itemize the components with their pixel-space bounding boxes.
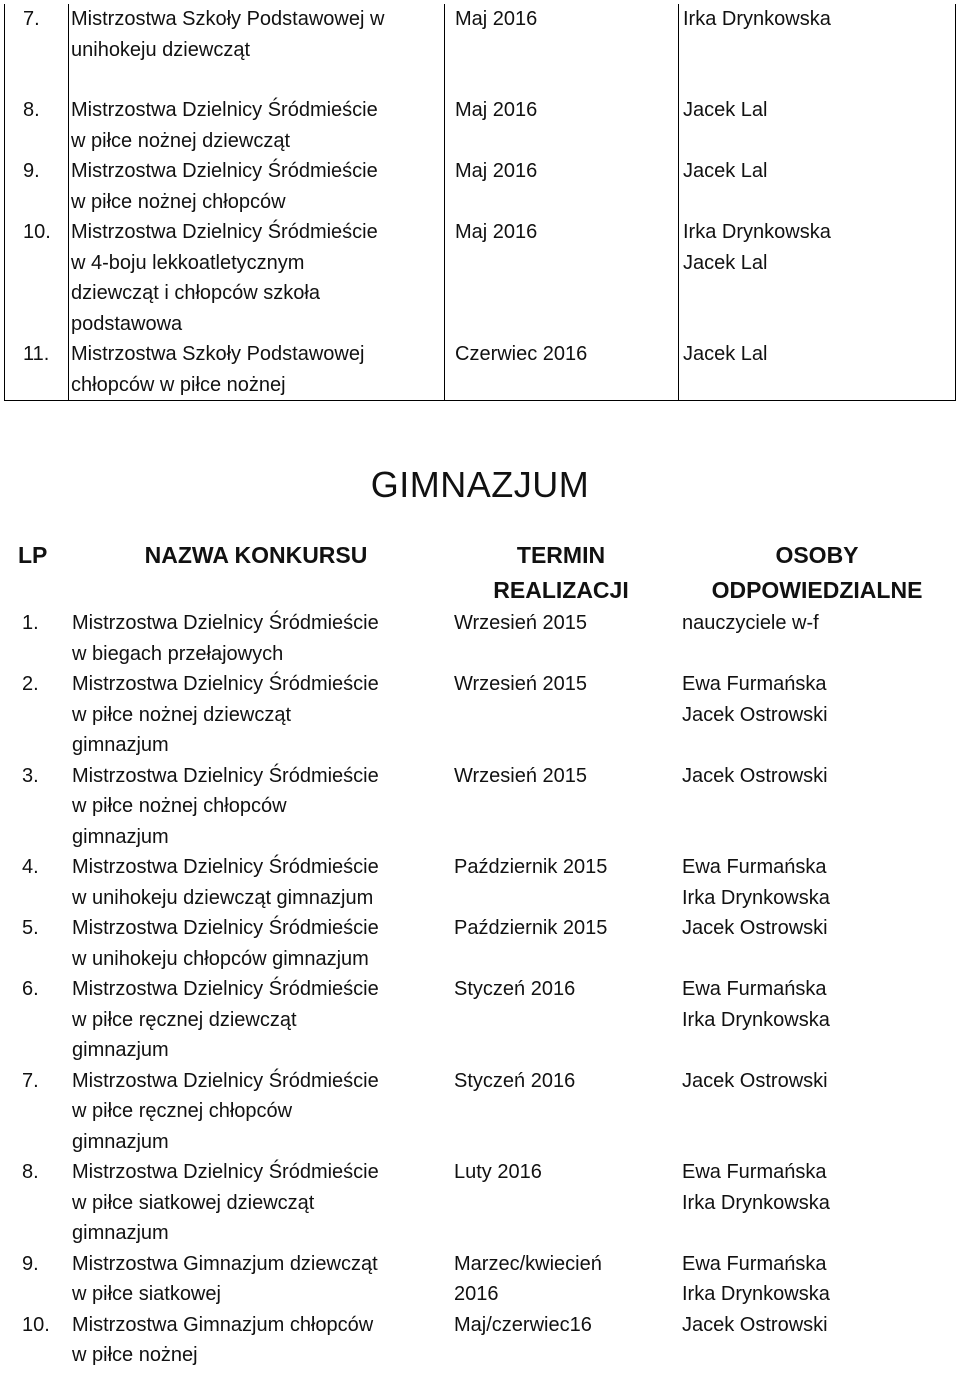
- term-line: Październik 2015: [454, 917, 608, 939]
- table-row: [5, 217, 956, 339]
- competition-name-line: w unihokeju chłopców gimnazjum: [72, 947, 369, 970]
- responsible-line: Irka Drynkowska: [682, 1008, 830, 1031]
- competition-name-line: w piłce nożnej: [72, 1344, 198, 1366]
- responsible-line: Irka Drynkowska: [683, 221, 831, 243]
- competition-name-line: unihokeju dziewcząt: [71, 38, 250, 61]
- header-term-line: TERMIN: [516, 542, 606, 568]
- responsible: [679, 156, 956, 217]
- responsible-line: Jacek Ostrowski: [682, 917, 828, 939]
- term: [444, 669, 678, 761]
- competition-name-line: chłopców w piłce nożnej: [71, 373, 286, 396]
- responsible: [678, 1157, 956, 1249]
- table-row: [4, 852, 956, 913]
- competition-name: [68, 1249, 444, 1310]
- responsible-line: Jacek Ostrowski: [682, 764, 828, 787]
- competition-name-line: w piłce nożnej dziewcząt: [71, 129, 290, 152]
- term-line: Październik 2015: [454, 856, 608, 878]
- term-line: Styczeń 2016: [454, 978, 576, 1000]
- competition-name-line: w piłce nożnej chłopców: [71, 190, 286, 213]
- competition-name-line: w 4-boju lekkoatletycznym: [71, 251, 305, 274]
- responsible-line: Jacek Lal: [683, 99, 768, 121]
- responsible-line: Irka Drynkowska: [682, 1283, 830, 1305]
- responsible-line: Ewa Furmańska: [682, 673, 827, 695]
- term: [444, 608, 678, 669]
- term: Maj 2016: [445, 4, 679, 65]
- competition-name-line: dziewcząt i chłopców szkoła: [71, 282, 320, 304]
- responsible-line: nauczyciele w-f: [682, 612, 819, 634]
- competition-name-line: Mistrzostwa Dzielnicy Śródmieście: [71, 160, 378, 182]
- header-term-line: REALIZACJI: [493, 577, 629, 603]
- table-header-row: [4, 538, 956, 608]
- row-number: 10.: [5, 217, 69, 339]
- responsible: [678, 974, 956, 1066]
- competition-name-line: w piłce siatkowej: [72, 1283, 221, 1305]
- competition-name-line: Mistrzostwa Dzielnicy Śródmieście: [72, 1069, 379, 1092]
- spacer-cell: [5, 65, 69, 95]
- term: [444, 974, 678, 1066]
- header-osoby-line: OSOBY: [775, 542, 859, 568]
- competition-name: [68, 1066, 444, 1158]
- table-row: [5, 156, 956, 217]
- competition-name-line: Mistrzostwa Dzielnicy Śródmieście: [71, 221, 378, 243]
- spacer-cell: [679, 65, 956, 95]
- table-row: [4, 1249, 956, 1310]
- row-number: 8.: [5, 95, 69, 156]
- table-row: [4, 669, 956, 761]
- competition-name: [68, 852, 444, 913]
- responsible: [678, 669, 956, 761]
- competition-name-line: gimnazjum: [72, 734, 169, 756]
- competition-name: [69, 156, 445, 217]
- responsible: [678, 913, 956, 974]
- term: Maj 2016: [445, 217, 679, 339]
- term: [444, 761, 678, 853]
- responsible-line: Jacek Lal: [683, 160, 768, 182]
- responsible: [679, 339, 956, 401]
- responsible: [679, 95, 956, 156]
- table-row: [5, 339, 956, 401]
- responsible-line: Jacek Ostrowski: [682, 703, 828, 726]
- primary-school-table: [4, 4, 956, 401]
- competition-name-line: w biegach przełajowych: [72, 642, 284, 665]
- competition-name-line: Mistrzostwa Dzielnicy Śródmieście: [72, 917, 379, 939]
- competition-name-line: Mistrzostwa Gimnazjum dziewcząt: [72, 1252, 378, 1275]
- row-number: 1.: [22, 612, 39, 634]
- responsible-line: Jacek Ostrowski: [682, 1069, 828, 1092]
- section-title: GIMNAZJUM: [370, 464, 590, 505]
- row-number: 6.: [22, 978, 39, 1000]
- responsible-line: Ewa Furmańska: [682, 856, 827, 878]
- row-number: 7.: [22, 1069, 39, 1092]
- responsible: [678, 608, 956, 669]
- term: [444, 1310, 678, 1371]
- responsible: [678, 852, 956, 913]
- term-line: Styczeń 2016: [454, 1069, 576, 1092]
- competition-name-line: gimnazjum: [72, 1222, 169, 1244]
- competition-name-line: gimnazjum: [72, 1130, 169, 1153]
- header-osoby-line: ODPOWIEDZIALNE: [711, 577, 923, 603]
- competition-name-line: Mistrzostwa Szkoły Podstawowej: [71, 343, 365, 365]
- competition-name-line: Mistrzostwa Gimnazjum chłopców: [72, 1313, 374, 1336]
- table-row: [4, 1310, 956, 1371]
- responsible: [679, 217, 956, 339]
- row-number: 8.: [22, 1161, 39, 1183]
- competition-name-line: w piłce siatkowej dziewcząt: [72, 1191, 315, 1214]
- competition-name-line: Mistrzostwa Dzielnicy Śródmieście: [72, 856, 379, 878]
- gimnazjum-table-body: [4, 608, 956, 1371]
- table-row: [4, 913, 956, 974]
- responsible-line: Jacek Lal: [683, 251, 768, 274]
- competition-name-line: Mistrzostwa Dzielnicy Śródmieście: [72, 1161, 379, 1183]
- gimnazjum-table: [4, 538, 956, 1371]
- competition-name: [68, 1157, 444, 1249]
- responsible-line: Ewa Furmańska: [682, 978, 827, 1000]
- competition-name: [68, 669, 444, 761]
- term: Maj 2016: [445, 156, 679, 217]
- competition-name-line: Mistrzostwa Dzielnicy Śródmieście: [72, 612, 379, 634]
- table-row: [4, 1157, 956, 1249]
- row-number: 4.: [22, 856, 39, 878]
- table-row: [4, 1066, 956, 1158]
- competition-name-line: w piłce nożnej dziewcząt: [72, 703, 291, 726]
- competition-name-line: w piłce ręcznej chłopców: [72, 1100, 293, 1122]
- competition-name-line: gimnazjum: [72, 1039, 169, 1061]
- responsible: [678, 1066, 956, 1158]
- row-number: 11.: [5, 339, 69, 401]
- term: Maj 2016: [445, 95, 679, 156]
- competition-name: [68, 974, 444, 1066]
- term-line: Marzec/kwiecień: [454, 1252, 602, 1275]
- responsible-line: Irka Drynkowska: [682, 886, 830, 909]
- competition-name-line: Mistrzostwa Dzielnicy Śródmieście: [71, 99, 378, 121]
- row-number: 10.: [22, 1313, 50, 1336]
- competition-name: [68, 761, 444, 853]
- term: [444, 913, 678, 974]
- header-name: NAZWA KONKURSU: [144, 542, 368, 568]
- competition-name: [68, 1310, 444, 1371]
- term-line: Wrzesień 2015: [454, 612, 588, 634]
- competition-name-line: w piłce nożnej chłopców: [72, 795, 287, 817]
- row-number: 9.: [5, 156, 69, 217]
- spacer-cell: [445, 65, 679, 95]
- responsible: [678, 761, 956, 853]
- row-number: 5.: [22, 917, 39, 939]
- table-row: [5, 4, 956, 65]
- spacer-cell: [69, 65, 445, 95]
- competition-name: [68, 913, 444, 974]
- table-row: [5, 95, 956, 156]
- competition-name-line: Mistrzostwa Szkoły Podstawowej w: [71, 8, 385, 30]
- row-number: 7.: [5, 4, 69, 65]
- competition-name-line: gimnazjum: [72, 825, 169, 848]
- responsible-line: Ewa Furmańska: [682, 1252, 827, 1275]
- term-line: Luty 2016: [454, 1161, 542, 1183]
- term: [444, 1157, 678, 1249]
- responsible-line: Irka Drynkowska: [682, 1191, 830, 1214]
- responsible-line: Jacek Ostrowski: [682, 1313, 828, 1336]
- responsible-line: Jacek Lal: [683, 343, 768, 365]
- competition-name-line: Mistrzostwa Dzielnicy Śródmieście: [72, 978, 379, 1000]
- competition-name: [69, 217, 445, 339]
- responsible-line: Ewa Furmańska: [682, 1161, 827, 1183]
- term: [444, 852, 678, 913]
- competition-name-line: Mistrzostwa Dzielnicy Śródmieście: [72, 673, 379, 695]
- term-line: Wrzesień 2015: [454, 764, 588, 787]
- responsible: [679, 4, 956, 65]
- term-line: 2016: [454, 1283, 499, 1305]
- header-osoby: [678, 538, 956, 608]
- responsible-line: Irka Drynkowska: [683, 8, 831, 30]
- competition-name-line: Mistrzostwa Dzielnicy Śródmieście: [72, 764, 379, 787]
- row-number: 3.: [22, 764, 39, 787]
- table-row: [4, 761, 956, 853]
- term-line: Wrzesień 2015: [454, 673, 588, 695]
- term: [444, 1066, 678, 1158]
- term-line: Maj/czerwiec16: [454, 1313, 592, 1336]
- competition-name-line: w piłce ręcznej dziewcząt: [72, 1008, 297, 1031]
- header-term: [444, 538, 678, 608]
- competition-name: [69, 4, 445, 65]
- table-row: [4, 608, 956, 669]
- row-number: 9.: [22, 1252, 39, 1275]
- row-spacer: [5, 65, 956, 95]
- competition-name-line: podstawowa: [71, 312, 183, 335]
- term: [444, 1249, 678, 1310]
- table-row: [4, 974, 956, 1066]
- competition-name-line: w unihokeju dziewcząt gimnazjum: [72, 886, 374, 909]
- competition-name: [69, 339, 445, 401]
- primary-school-table-body: [5, 4, 956, 401]
- responsible: [678, 1310, 956, 1371]
- competition-name: [68, 608, 444, 669]
- row-number: 2.: [22, 673, 39, 695]
- header-lp: LP: [18, 542, 48, 568]
- term: Czerwiec 2016: [445, 339, 679, 401]
- competition-name: [69, 95, 445, 156]
- responsible: [678, 1249, 956, 1310]
